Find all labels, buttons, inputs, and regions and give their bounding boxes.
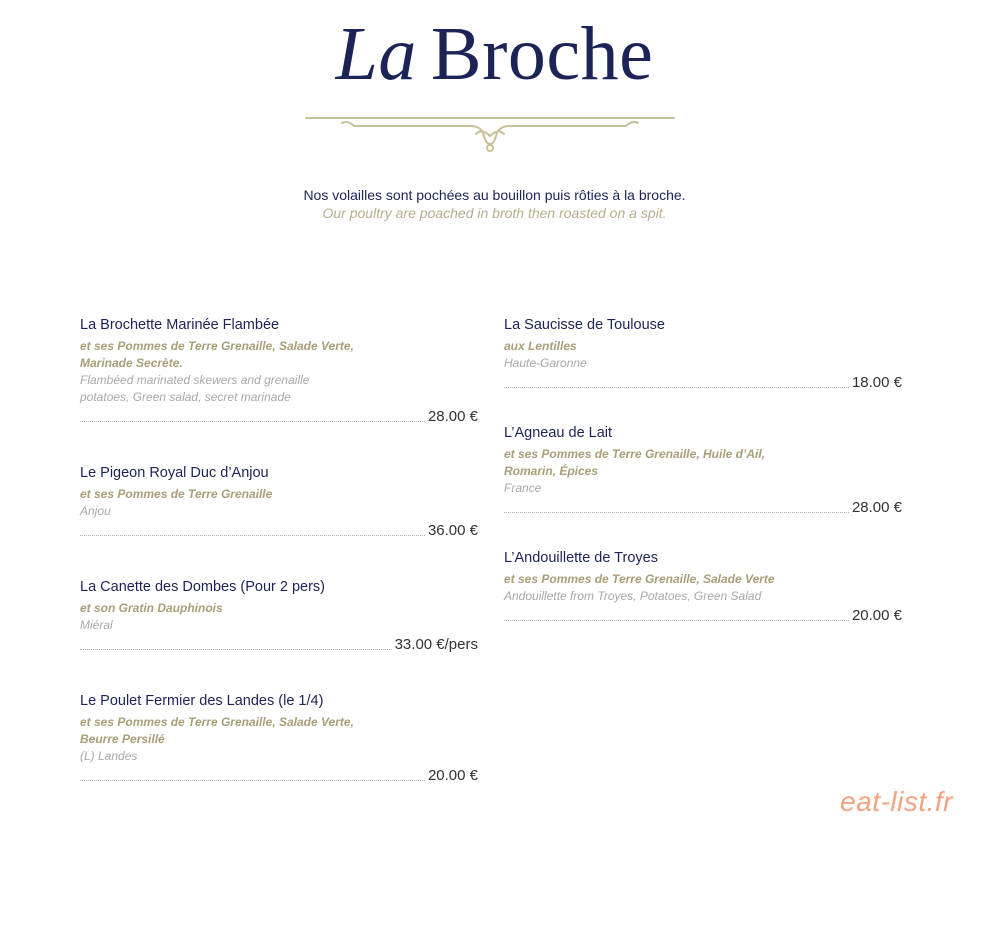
price-row — [80, 520, 478, 540]
item-description: Miéral — [80, 618, 113, 632]
title-broche: Broche — [430, 12, 654, 96]
item-price: 18.00 € — [851, 374, 902, 391]
item-price: 28.00 € — [427, 408, 478, 425]
item-accompaniment: et ses Pommes de Terre Grenaille, Salade Verte, Beurre Persillé — [80, 715, 354, 746]
price-row — [504, 497, 902, 517]
item-accompaniment: et son Gratin Dauphinois — [80, 601, 223, 615]
ornament-divider-icon — [302, 112, 678, 156]
menu-item — [504, 549, 902, 625]
item-price: 36.00 € — [427, 522, 478, 539]
item-name: La Brochette Marinée Flambée — [80, 317, 280, 333]
dotted-leader — [504, 620, 849, 621]
item-name: La Canette des Dombes (Pour 2 pers) — [80, 579, 326, 595]
price-row — [504, 372, 902, 392]
item-accompaniment: et ses Pommes de Terre Grenaille, Salade Verte — [504, 572, 775, 586]
item-description: Anjou — [80, 504, 111, 518]
dotted-leader — [80, 649, 392, 650]
item-accompaniment: et ses Pommes de Terre Grenaille, Salade Verte, Marinade Secrète. — [80, 339, 354, 370]
dotted-leader — [504, 387, 849, 388]
menu-item — [80, 316, 478, 426]
menu-item — [504, 424, 902, 517]
dotted-leader — [80, 780, 425, 781]
price-row — [80, 406, 478, 426]
dotted-leader — [80, 535, 425, 536]
page-title — [0, 12, 989, 96]
item-description: Andouillette from Troyes, Potatoes, Green Salad — [504, 589, 762, 603]
price-row — [504, 605, 902, 625]
item-name: La Saucisse de Toulouse — [504, 317, 665, 333]
watermark-text: eat-list.fr — [840, 786, 953, 817]
item-name: L’Agneau de Lait — [504, 425, 613, 441]
item-name: L’Andouillette de Troyes — [504, 550, 658, 566]
price-row — [80, 634, 478, 654]
item-price: 20.00 € — [851, 607, 902, 624]
item-description: (L) Landes — [80, 749, 138, 763]
title-la: La — [335, 12, 417, 96]
intro-english: Our poultry are poached in broth then roasted on a spit. — [322, 205, 667, 221]
price-row — [80, 765, 478, 785]
dotted-leader — [80, 421, 425, 422]
intro-french: Nos volailles sont pochées au bouillon puis rôties à la broche. — [303, 187, 686, 203]
item-name: Le Pigeon Royal Duc d’Anjou — [80, 465, 269, 481]
item-name: Le Poulet Fermier des Landes (le 1/4) — [80, 693, 324, 709]
item-price: 28.00 € — [851, 499, 902, 516]
menu-item — [80, 464, 478, 540]
item-accompaniment: aux Lentilles — [504, 339, 577, 353]
menu-item — [504, 316, 902, 392]
item-description: Haute-Garonne — [504, 356, 587, 370]
dotted-leader — [504, 512, 849, 513]
menu-item — [80, 692, 478, 785]
menu-column-right — [504, 316, 902, 657]
item-price: 33.00 €/pers — [394, 636, 478, 653]
menu-item — [80, 578, 478, 654]
menu-column-left — [80, 316, 478, 823]
item-price: 20.00 € — [427, 767, 478, 784]
item-description: Flambéed marinated skewers and grenaille potatoes, Green salad, secret marinade — [80, 373, 310, 404]
item-accompaniment: et ses Pommes de Terre Grenaille — [80, 487, 273, 501]
intro — [0, 186, 989, 222]
item-description: France — [504, 481, 542, 495]
item-accompaniment: et ses Pommes de Terre Grenaille, Huile d’Ail, Romarin, Épices — [504, 447, 765, 478]
